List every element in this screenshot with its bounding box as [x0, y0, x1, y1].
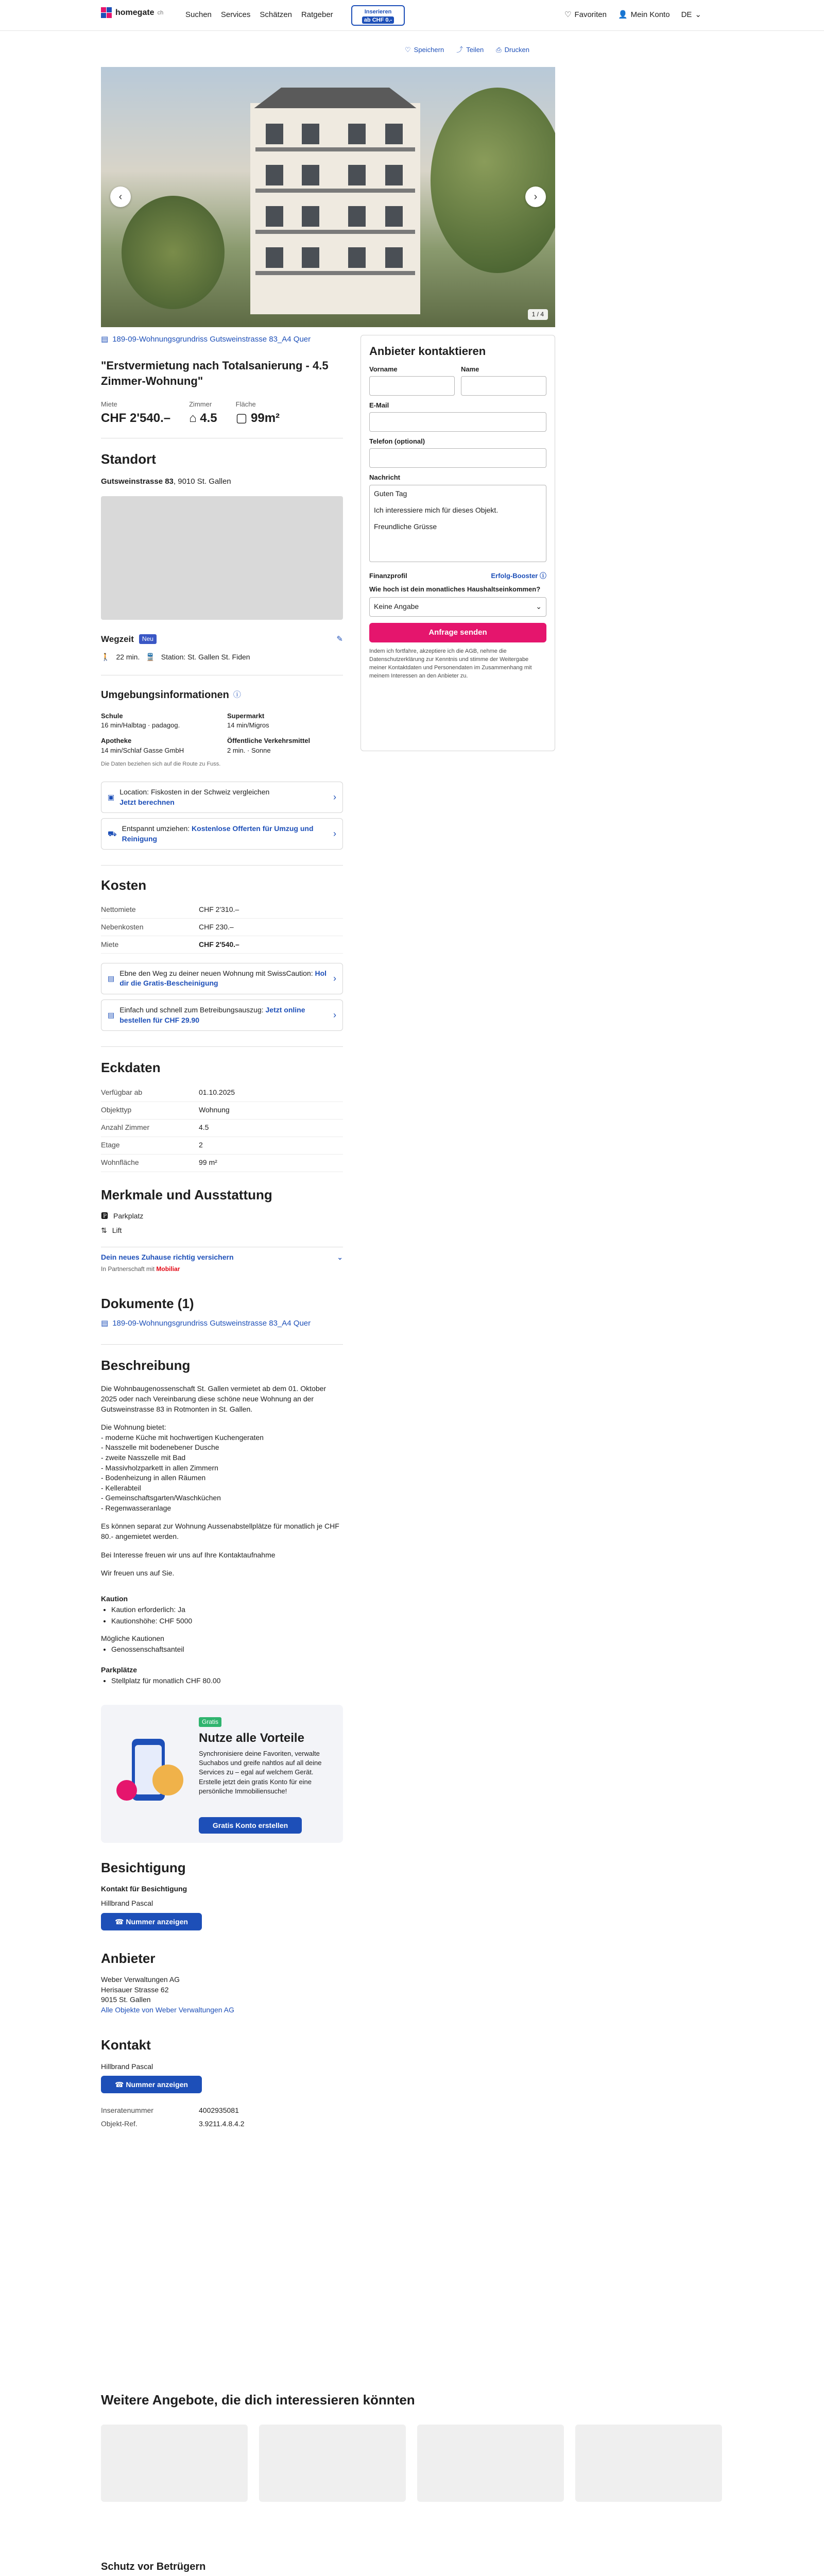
features-heading: Merkmale und Ausstattung: [101, 1187, 272, 1202]
chevron-right-icon: ›: [333, 828, 336, 839]
create-account-button[interactable]: Gratis Konto erstellen: [199, 1817, 302, 1834]
viewing-heading: Besichtigung: [101, 1860, 186, 1876]
info-icon: ⓘ: [539, 571, 546, 580]
costs-heading: Kosten: [101, 877, 147, 893]
phone-illustration-icon: [116, 1734, 188, 1811]
area-label: Fläche: [235, 400, 256, 409]
share-label: Teilen: [466, 46, 484, 54]
provider-all-listings-link[interactable]: Alle Objekte von Weber Verwaltungen AG: [101, 2005, 234, 2014]
parking-list: [101, 1676, 343, 1686]
print-label: Drucken: [504, 46, 530, 54]
debt-extract-link: Jetzt online bestellen für CHF 29.90: [119, 1006, 305, 1024]
share-icon: ⤴: [456, 46, 464, 54]
description-offers-heading: Die Wohnung bietet:: [101, 1423, 166, 1432]
fraud-section: [101, 2560, 461, 2576]
transport-title: Öffentliche Verkehrsmittel: [227, 737, 311, 745]
train-icon: 🚆: [146, 653, 155, 662]
fact-value: 01.10.2025: [199, 1088, 235, 1097]
possible-deposits-heading: Mögliche Kautionen: [101, 1634, 164, 1642]
address-street: Gutsweinstrasse 83: [101, 477, 174, 486]
gallery-photo-tree: [431, 88, 555, 273]
inserieren-price-tag: ab CHF 0.-: [362, 16, 394, 24]
documents-heading: Dokumente (1): [101, 1295, 194, 1311]
feature-parking: [101, 1211, 343, 1222]
offer-card-skeleton[interactable]: [417, 2425, 564, 2502]
feature-label: Lift: [112, 1226, 122, 1234]
address: [101, 476, 343, 487]
submit-inquiry-button[interactable]: Anfrage senden: [369, 623, 546, 642]
main-nav: [185, 9, 333, 20]
legal-notice: Indem ich fortfahre, akzeptiere ich die AGB, nehme die Datenschutzerklärung zur Kenntnis und stimme der Weitergabe meiner Kontaktdaten und Personendaten im Zusammenhang mit meinem Interessen an den Anbieter zu.: [369, 648, 532, 679]
heart-icon: ♡: [564, 10, 572, 19]
supermarket-title: Supermarkt: [227, 711, 265, 720]
tax-compare-link: Jetzt berechnen: [119, 798, 175, 806]
description-intro: Die Wohnbaugenossenschaft St. Gallen vermietet ab dem 01. Oktober 2025 oder nach Vereinbarung diese schöne neue Wohnung an der Gutsweinstrasse 83 in Rotmonten in St. Gallen.: [101, 1384, 327, 1413]
finance-profile-label: Finanzprofil: [369, 571, 407, 580]
message-field[interactable]: [369, 485, 546, 562]
contact-show-number-label: Nummer anzeigen: [126, 2080, 188, 2089]
debt-extract-text: Einfach und schnell zum Betreibungsauszug:: [119, 1006, 266, 1014]
surroundings-note: Die Daten beziehen sich auf die Route zu Fuss.: [101, 760, 221, 767]
offer-item: - zweite Nasszelle mit Bad: [101, 1453, 186, 1462]
email-label: E-Mail: [369, 401, 389, 409]
fact-value: 4.5: [199, 1123, 209, 1132]
debt-extract-card[interactable]: [101, 999, 343, 1031]
map-placeholder[interactable]: [101, 496, 343, 620]
print-button[interactable]: [496, 45, 529, 55]
listing-title: "Erstvermietung nach Totalsanierung - 4.5 Zimmer-Wohnung": [101, 359, 329, 387]
income-selected-value: Keine Angabe: [374, 602, 419, 611]
swisscaution-text: Ebne den Weg zu deiner neuen Wohnung mit SwissCaution:: [119, 969, 315, 977]
offer-item: - moderne Küche mit hochwertigen Kuchengeraten: [101, 1433, 264, 1442]
more-offers-section: [101, 2391, 723, 2502]
description-parking-note: Es können separat zur Wohnung Aussenabstellplätze für monatlich je CHF 80.- angemietet werden.: [101, 1522, 339, 1541]
truck-icon: ⛟: [108, 829, 117, 838]
fact-key: Anzahl Zimmer: [101, 1123, 150, 1132]
deposit-heading: Kaution: [101, 1594, 128, 1603]
deposit-item: • Kaution erforderlich: Ja: [111, 1605, 343, 1615]
language-switch[interactable]: [681, 9, 701, 20]
user-icon: 👤: [617, 10, 628, 19]
moving-offers-card[interactable]: [101, 818, 343, 850]
feature-lift: [101, 1226, 343, 1236]
rooms-value: 4.5: [200, 411, 217, 425]
income-select[interactable]: [369, 597, 546, 617]
facts-table: [101, 1084, 343, 1172]
document-file-label: 189-09-Wohnungsgrundriss Gutsweinstrasse 83_A4 Quer: [112, 1318, 311, 1328]
homegate-logo[interactable]: [101, 7, 163, 19]
floorplan-link-top[interactable]: [101, 334, 343, 345]
location-heading: Standort: [101, 451, 156, 467]
account-promo: [101, 1705, 343, 1843]
phone-icon: ☎: [115, 1917, 124, 1926]
email-field[interactable]: [369, 412, 546, 432]
gallery-next-button[interactable]: [525, 187, 546, 207]
area-value: 99m²: [251, 411, 280, 425]
ref-value: 3.9211.4.8.4.2: [199, 2119, 245, 2128]
surroundings-grid: [101, 711, 343, 755]
logo-text: homegate: [115, 8, 154, 17]
header-right: [564, 9, 701, 20]
more-offers-heading: Weitere Angebote, die dich interessieren könnten: [101, 2392, 415, 2408]
gallery-photo-tree: [122, 196, 225, 309]
tax-compare-text: Location: Fiskosten in der Schweiz vergleichen: [119, 788, 270, 796]
language-label: DE: [681, 10, 692, 19]
info-icon[interactable]: ⓘ: [233, 690, 241, 700]
insurance-link: Dein neues Zuhause richtig versichern: [101, 1253, 234, 1262]
phone-icon: ☎: [115, 2080, 124, 2089]
cost-value: CHF 230.–: [199, 922, 234, 931]
fact-value: 99 m²: [199, 1158, 217, 1167]
account-link[interactable]: [618, 9, 670, 20]
inserieren-label: Inserieren: [364, 9, 392, 15]
phone-label: Telefon (optional): [369, 437, 425, 446]
possible-deposit-item: • Genossenschaftsanteil: [111, 1645, 343, 1655]
school-value: 16 min/Halbtag · padagog.: [101, 721, 180, 730]
moving-offers-link: Kostenlose Offerten für Umzug und Reinigung: [122, 824, 314, 843]
promo-text: Synchronisiere deine Favoriten, verwalte Suchabos und greife nahtlos auf all deine Services zu – egal auf welchem Gerät. Erstelle jetzt dein gratis Konto für eine persönliche Immobiliensuche!: [199, 1750, 322, 1795]
costs-table: [101, 901, 343, 954]
ref-value: 4002935081: [199, 2106, 239, 2114]
ref-key: Objekt-Ref.: [101, 2119, 138, 2128]
gallery-prev-button[interactable]: [110, 187, 131, 207]
inserieren-button[interactable]: [351, 5, 405, 26]
commute-duration: 22 min.: [116, 653, 140, 662]
description-interest: Bei Interesse freuen wir uns auf Ihre Kontaktaufnahme: [101, 1550, 276, 1559]
viewing-label: Kontakt für Besichtigung: [101, 1885, 187, 1893]
insurance-accordion[interactable]: [101, 1252, 343, 1263]
map-pin-icon: ▣: [108, 792, 115, 801]
rooms-label: Zimmer: [189, 400, 212, 409]
supermarket-value: 14 min/Migros: [227, 721, 269, 730]
chevron-right-icon: ›: [333, 973, 336, 984]
description-closing: Wir freuen uns auf Sie.: [101, 1569, 175, 1578]
gallery-photo-building: [250, 103, 420, 314]
promo-heading: Nutze alle Vorteile: [199, 1731, 304, 1745]
offer-item: - Bodenheizung in allen Räumen: [101, 1473, 206, 1482]
chevron-down-icon: ⌄: [536, 602, 542, 611]
listing-main: [101, 334, 343, 2130]
surroundings-heading: Umgebungsinformationen: [101, 689, 229, 701]
contact-form-panel: [360, 335, 555, 751]
chevron-right-icon: ›: [333, 1010, 336, 1021]
provider-city: 9015 St. Gallen: [101, 1995, 151, 2004]
commute-destination: Station: St. Gallen St. Fiden: [161, 653, 250, 662]
document-icon: ▤: [108, 1010, 115, 1019]
offer-item: - Gemeinschaftsgarten/Waschküchen: [101, 1494, 221, 1502]
viewing-name: Hillbrand Pascal: [101, 1899, 153, 1907]
save-label: Speichern: [414, 46, 444, 54]
area-icon: ▢: [235, 411, 248, 425]
offer-card-skeleton[interactable]: [259, 2425, 406, 2502]
contact-heading: Kontakt: [101, 2037, 151, 2053]
nav-schaetzen[interactable]: Schätzen: [260, 10, 292, 19]
facts-heading: Eckdaten: [101, 1060, 161, 1076]
provider-heading: Anbieter: [101, 1950, 156, 1966]
favorites-label: Favoriten: [574, 10, 607, 19]
document-file-link[interactable]: [101, 1318, 343, 1329]
price-value: CHF 2'540.–: [101, 411, 171, 425]
ref-key: Inseratenummer: [101, 2106, 153, 2114]
account-label: Mein Konto: [630, 10, 670, 19]
document-icon: ▤: [101, 1318, 109, 1328]
income-question: Wie hoch ist dein monatliches Haushaltseinkommen?: [369, 585, 541, 593]
provider-name: Weber Verwaltungen AG: [101, 1975, 180, 1984]
cost-value: CHF 2'540.–: [199, 940, 239, 948]
partner-line: [101, 1265, 343, 1274]
transport-value: 2 min. · Sonne: [227, 746, 271, 754]
favorites-link[interactable]: [564, 9, 607, 20]
image-gallery[interactable]: [101, 67, 555, 327]
document-icon: ▤: [108, 974, 115, 982]
last-name-field[interactable]: [461, 376, 546, 396]
first-name-field[interactable]: [369, 376, 455, 396]
commute-row: [101, 652, 343, 663]
nav-ratgeber[interactable]: Ratgeber: [301, 10, 333, 19]
deposit-item: • Kautionshöhe: CHF 5000: [111, 1616, 343, 1626]
partner-prefix: In Partnerschaft mit: [101, 1265, 155, 1273]
price-label: Miete: [101, 400, 117, 409]
mobiliar-logo: Mobiliar: [156, 1265, 180, 1273]
rooms-icon: ⌂: [189, 411, 197, 425]
viewing-show-number-label: Nummer anzeigen: [126, 1917, 188, 1926]
phone-field[interactable]: [369, 448, 546, 468]
edit-icon[interactable]: ✎: [336, 634, 343, 643]
logo-suffix: ch: [157, 9, 164, 16]
description-offers-list: [101, 1433, 343, 1514]
chevron-right-icon: ›: [534, 191, 538, 202]
provider-street: Herisauer Strasse 62: [101, 1985, 169, 1994]
swisscaution-link: Hol dir die Gratis-Bescheinigung: [119, 969, 327, 988]
listing-actions: [405, 45, 529, 55]
tax-compare-card[interactable]: [101, 782, 343, 813]
offer-card-skeleton[interactable]: [575, 2425, 722, 2502]
heart-icon: ♡: [405, 46, 411, 54]
swisscaution-card[interactable]: [101, 963, 343, 994]
offer-item: - Massivholzparkett in allen Zimmern: [101, 1463, 218, 1472]
contact-form-title: Anbieter kontaktieren: [369, 345, 486, 358]
offer-item: - Regenwasseranlage: [101, 1503, 171, 1512]
moving-offers-text: Entspannt umziehen:: [122, 824, 192, 833]
first-name-label: Vorname: [369, 365, 398, 373]
description-heading: Beschreibung: [101, 1357, 191, 1373]
chevron-down-icon: ⌄: [337, 1253, 343, 1262]
deposit-list: [101, 1605, 343, 1626]
offer-card-skeleton[interactable]: [101, 2425, 248, 2502]
gallery-counter: 1 / 4: [528, 309, 548, 320]
pharmacy-value: 14 min/Schlaf Gasse GmbH: [101, 746, 184, 754]
school-title: Schule: [101, 711, 123, 720]
fact-key: Etage: [101, 1141, 120, 1149]
fact-value: Wohnung: [199, 1106, 230, 1114]
share-button[interactable]: [456, 45, 484, 55]
free-badge: Gratis: [199, 1717, 221, 1727]
floorplan-link-label: 189-09-Wohnungsgrundriss Gutsweinstrasse 83_A4 Quer: [112, 335, 311, 344]
key-figures: [101, 400, 343, 427]
feature-label: Parkplatz: [113, 1212, 144, 1220]
top-header: [0, 0, 824, 31]
print-icon: ⎙: [496, 46, 502, 54]
success-booster-link[interactable]: [491, 571, 546, 583]
parking-icon: 🅿: [101, 1212, 108, 1220]
fact-value: 2: [199, 1141, 203, 1149]
cost-value: CHF 2'310.–: [199, 905, 239, 913]
new-badge: Neu: [139, 634, 157, 644]
logo-mark-icon: [101, 7, 112, 19]
offer-item: - Nasszelle mit bodenebener Dusche: [101, 1443, 219, 1452]
fact-key: Objekttyp: [101, 1106, 132, 1114]
offer-item: - Kellerabteil: [101, 1483, 141, 1492]
viewing-show-number-button[interactable]: [101, 1913, 202, 1930]
address-city: , 9010 St. Gallen: [173, 477, 231, 486]
document-icon: ▤: [101, 335, 109, 344]
nav-suchen[interactable]: Suchen: [185, 10, 212, 19]
fact-key: Verfügbar ab: [101, 1088, 143, 1097]
reference-table: [101, 2104, 343, 2130]
possible-deposits-list: [101, 1645, 343, 1655]
contact-show-number-button[interactable]: [101, 2076, 202, 2093]
cost-key: Miete: [101, 940, 119, 948]
cost-key: Nettomiete: [101, 905, 136, 913]
last-name-label: Name: [461, 365, 479, 373]
cost-key: Nebenkosten: [101, 922, 144, 931]
chevron-right-icon: ›: [333, 792, 336, 803]
fact-key: Wohnfläche: [101, 1158, 139, 1167]
parking-heading: Parkplätze: [101, 1665, 138, 1674]
success-booster-label: Erfolg-Booster: [491, 571, 538, 580]
contact-name: Hillbrand Pascal: [101, 2062, 153, 2071]
fraud-heading: Schutz vor Betrügern: [101, 2561, 206, 2572]
chevron-left-icon: ‹: [118, 191, 123, 202]
elevator-icon: ⇅: [101, 1226, 107, 1234]
message-label: Nachricht: [369, 473, 400, 482]
walk-icon: 🚶: [101, 653, 110, 662]
save-button[interactable]: [405, 45, 444, 55]
nav-services[interactable]: Services: [220, 10, 251, 19]
commute-heading: Wegzeit: [101, 634, 134, 644]
parking-item: • Stellplatz für monatlich CHF 80.00: [111, 1676, 343, 1686]
pharmacy-title: Apotheke: [101, 737, 132, 745]
chevron-down-icon: ⌄: [695, 10, 701, 19]
